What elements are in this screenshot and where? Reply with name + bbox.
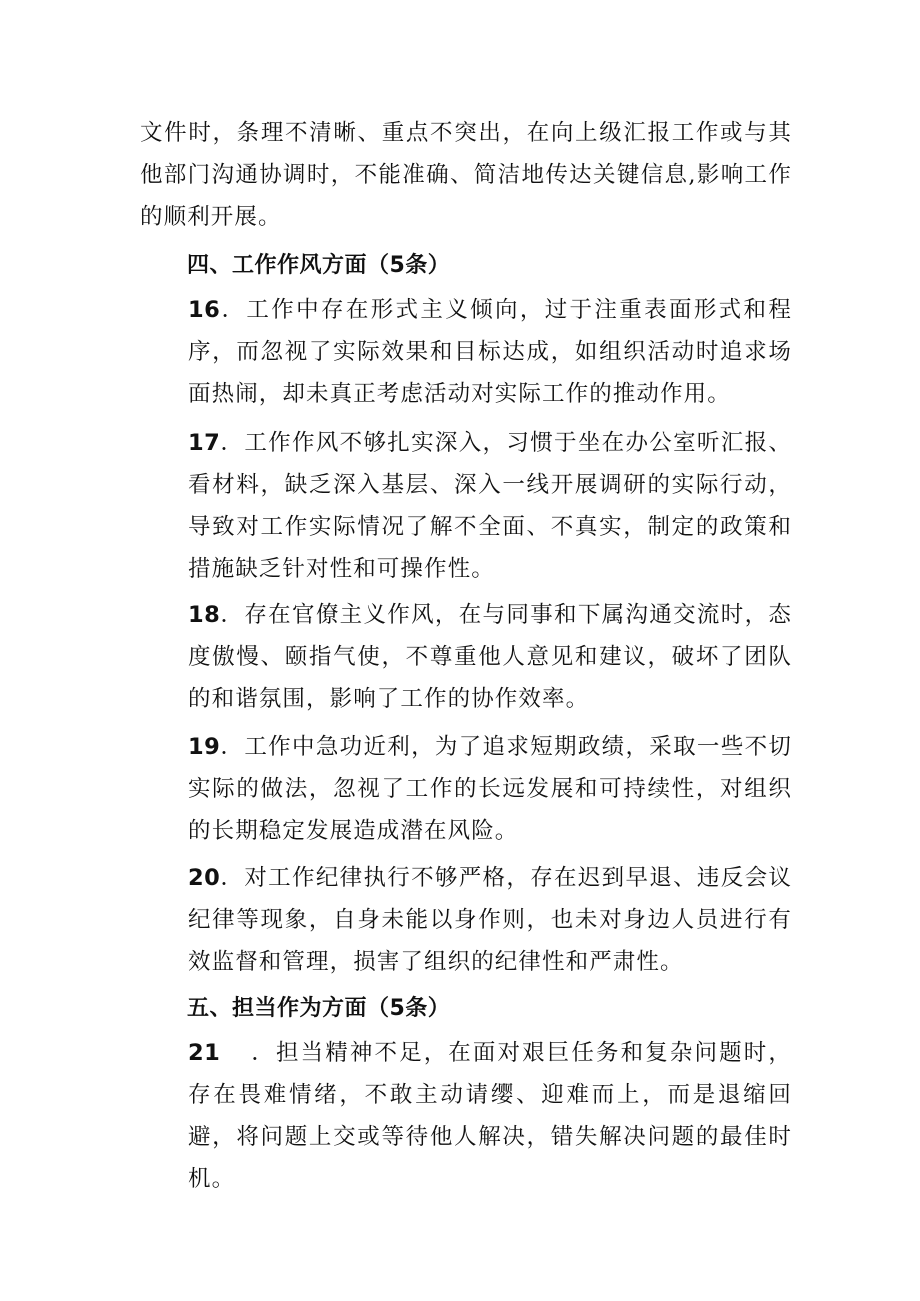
- list-item-18: [140, 594, 792, 720]
- item-text: ．存在官僚主义作风，在与同事和下属沟通交流时，态度傲慢、颐指气使，不尊重他人意见和建议，破坏了团队的和谐氛围，影响了工作的协作效率。: [188, 602, 792, 712]
- item-text: ．担当精神不足，在面对艰巨任务和复杂问题时，存在畏难情绪，不敢主动请缨、迎难而上，而是退缩回避，将问题上交或等待他人解决，错失解决问题的最佳时机。: [188, 1040, 792, 1192]
- list-item-17: [140, 422, 792, 590]
- continuation-paragraph: 文件时，条理不清晰、重点不突出，在向上级汇报工作或与其他部门沟通协调时，不能准确、简洁地传达关键信息,影响工作的顺利开展。: [140, 120, 792, 230]
- item-number: 19: [188, 734, 221, 760]
- section-heading-responsibility: 五、担当作为方面（5条）: [187, 996, 451, 1021]
- item-text: ．工作作风不够扎实深入，习惯于坐在办公室听汇报、看材料，缺乏深入基层、深入一线开展调研的实际行动，导致对工作实际情况了解不全面、不真实，制定的政策和措施缺乏针对性和可操作性。: [188, 430, 792, 582]
- item-text: ．工作中急功近利，为了追求短期政绩，采取一些不切实际的做法，忽视了工作的长远发展和可持续性，对组织的长期稳定发展造成潜在风险。: [188, 734, 792, 844]
- item-number: 17: [188, 430, 221, 456]
- list-item-19: [140, 726, 792, 852]
- item-number: 18: [188, 602, 221, 628]
- section-heading-work-style: 四、工作作风方面（5条）: [187, 253, 451, 278]
- item-number: 21: [188, 1040, 221, 1066]
- item-number: 16: [188, 297, 221, 323]
- item-text: ．工作中存在形式主义倾向，过于注重表面形式和程序，而忽视了实际效果和目标达成，如组织活动时追求场面热闹，却未真正考虑活动对实际工作的推动作用。: [188, 297, 792, 407]
- list-item-20: [140, 857, 792, 983]
- item-text: ．对工作纪律执行不够严格，存在迟到早退、违反会议纪律等现象，自身未能以身作则，也未对身边人员进行有效监督和管理，损害了组织的纪律性和严肃性。: [188, 865, 792, 975]
- list-item-16: [140, 289, 792, 415]
- list-item-21: [140, 1032, 792, 1200]
- item-number: 20: [188, 865, 221, 891]
